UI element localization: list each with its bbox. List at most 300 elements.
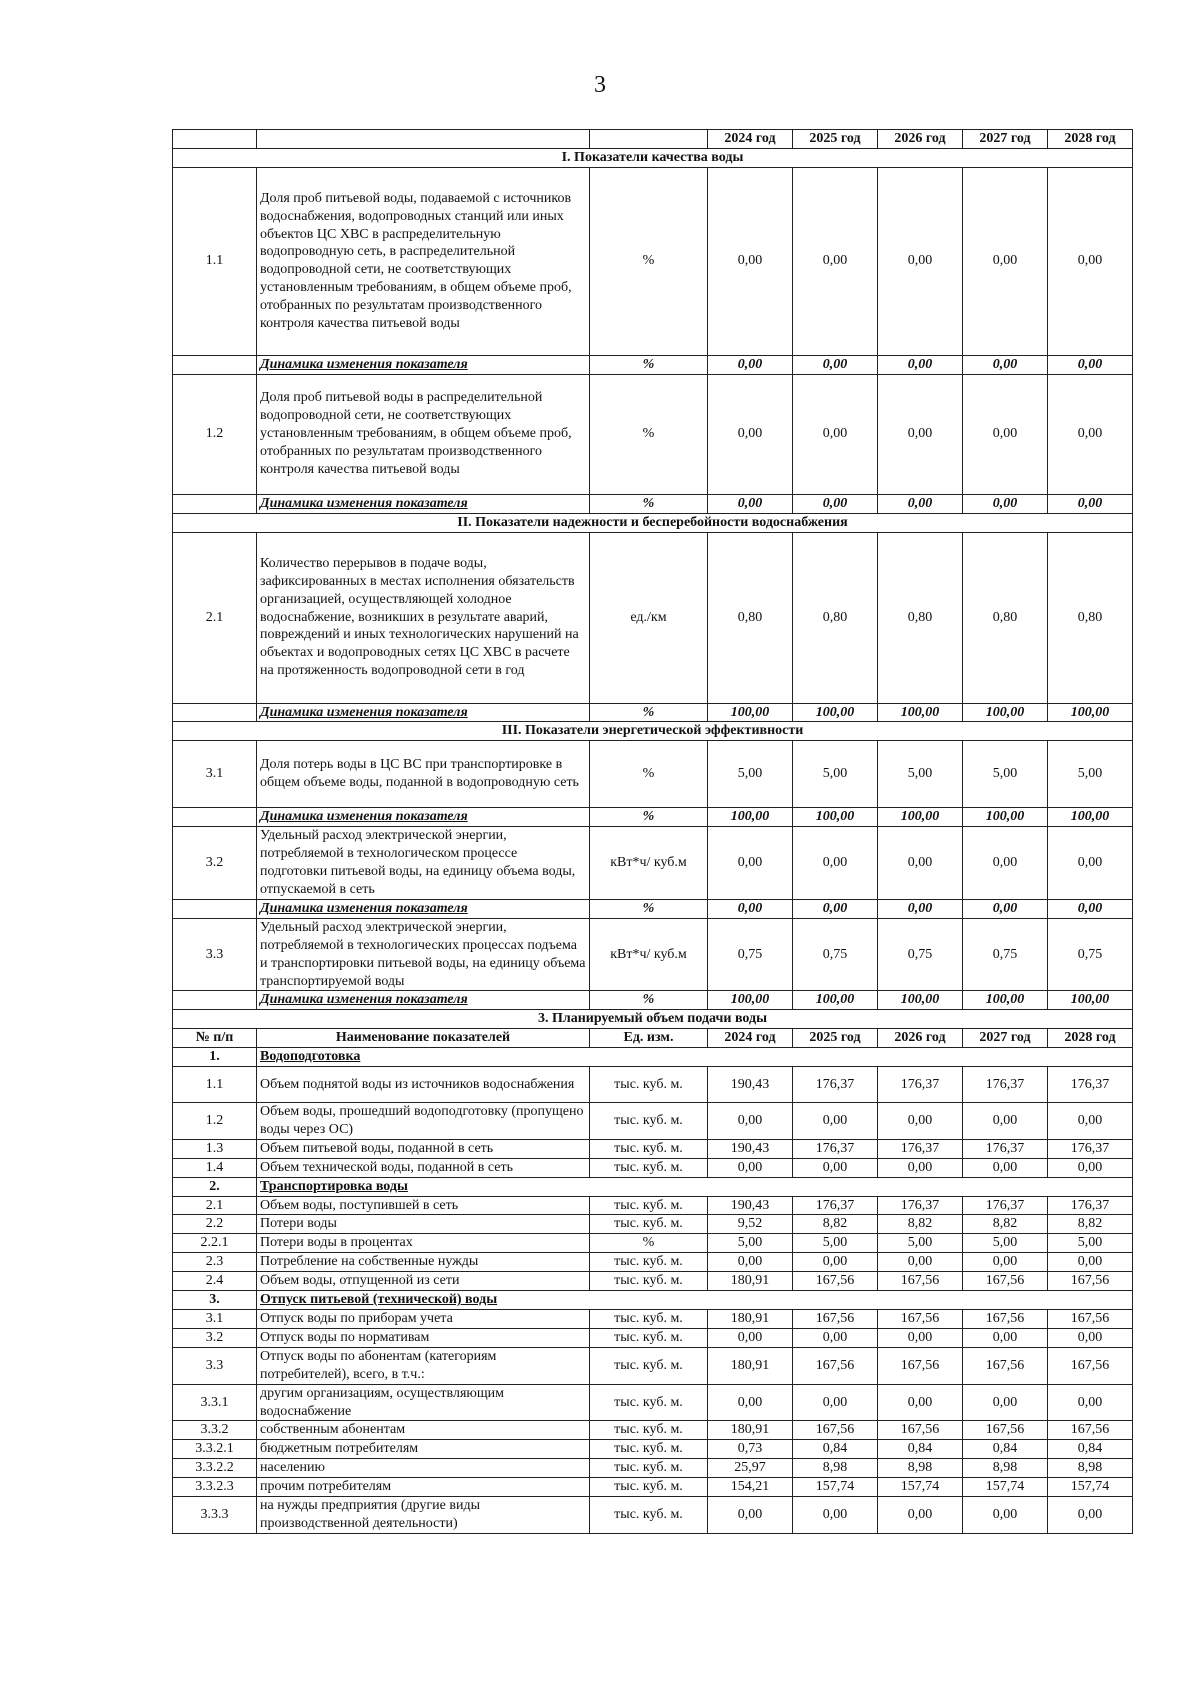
year-header: 2028 год xyxy=(1048,1029,1133,1048)
section-title-row xyxy=(173,513,1133,532)
row-value: 0,00 xyxy=(878,1384,963,1421)
dynamics-label: Динамика изменения показателя xyxy=(257,899,590,918)
year-header: 2028 год xyxy=(1048,130,1133,149)
blank-cell xyxy=(173,899,257,918)
row-name: прочим потребителям xyxy=(257,1478,590,1497)
row-value: 5,00 xyxy=(793,1234,878,1253)
row-name: Потребление на собственные нужды xyxy=(257,1253,590,1272)
dynamics-label: Динамика изменения показателя xyxy=(257,991,590,1010)
row-value: 0,00 xyxy=(878,1253,963,1272)
row-value: 0,00 xyxy=(878,1158,963,1177)
dynamics-value: 100,00 xyxy=(708,808,793,827)
row-value: 167,56 xyxy=(793,1347,878,1384)
row-value: 167,56 xyxy=(963,1272,1048,1291)
row-value: 157,74 xyxy=(793,1478,878,1497)
year-header-row xyxy=(173,130,1133,149)
indicator-value: 5,00 xyxy=(793,741,878,808)
dynamics-value: 0,00 xyxy=(1048,899,1133,918)
row-name: Отпуск воды по нормативам xyxy=(257,1328,590,1347)
blank-cell xyxy=(257,130,590,149)
indicator-value: 0,75 xyxy=(878,918,963,991)
row-value: 157,74 xyxy=(1048,1478,1133,1497)
dynamics-value: 0,00 xyxy=(878,899,963,918)
indicator-value: 0,00 xyxy=(708,374,793,494)
dynamics-value: 100,00 xyxy=(878,808,963,827)
dynamics-value: 0,00 xyxy=(793,899,878,918)
section-title-row xyxy=(173,148,1133,167)
indicator-name: Количество перерывов в подаче воды, зафиксированных в местах исполнения обязательств организацией, осуществляющей холодное водоснабжение, возникших в результате аварий, повреждений и иных технологических нарушений на объектах и водопроводных сетях ЦС ХВС в расчете на протяженность водопроводной сети в год xyxy=(257,532,590,703)
volume-row xyxy=(173,1139,1133,1158)
row-value: 167,56 xyxy=(1048,1347,1133,1384)
row-value: 167,56 xyxy=(1048,1310,1133,1329)
row-unit: тыс. куб. м. xyxy=(590,1067,708,1103)
row-number: 2.4 xyxy=(173,1272,257,1291)
indicator-value: 0,75 xyxy=(708,918,793,991)
row-value: 190,43 xyxy=(708,1196,793,1215)
dynamics-value: 100,00 xyxy=(708,991,793,1010)
year-header: 2026 год xyxy=(878,1029,963,1048)
row-value: 167,56 xyxy=(963,1347,1048,1384)
row-unit: тыс. куб. м. xyxy=(590,1158,708,1177)
row-value: 8,82 xyxy=(878,1215,963,1234)
section-title: III. Показатели энергетической эффективности xyxy=(173,722,1133,741)
indicator-value: 0,00 xyxy=(963,374,1048,494)
row-unit: тыс. куб. м. xyxy=(590,1253,708,1272)
dynamics-label: Динамика изменения показателя xyxy=(257,494,590,513)
row-value: 0,00 xyxy=(1048,1497,1133,1534)
dynamics-unit: % xyxy=(590,494,708,513)
dynamics-unit: % xyxy=(590,808,708,827)
dynamics-value: 0,00 xyxy=(878,355,963,374)
row-value: 180,91 xyxy=(708,1421,793,1440)
dynamics-label: Динамика изменения показателя xyxy=(257,703,590,722)
dynamics-label: Динамика изменения показателя xyxy=(257,355,590,374)
row-value: 0,00 xyxy=(793,1497,878,1534)
dynamics-unit: % xyxy=(590,991,708,1010)
indicator-unit: % xyxy=(590,741,708,808)
year-header: 2025 год xyxy=(793,130,878,149)
indicator-value: 0,75 xyxy=(793,918,878,991)
row-value: 0,00 xyxy=(878,1497,963,1534)
row-value: 0,00 xyxy=(878,1328,963,1347)
row-number: 1.3 xyxy=(173,1139,257,1158)
row-value: 167,56 xyxy=(793,1310,878,1329)
row-unit: тыс. куб. м. xyxy=(590,1272,708,1291)
row-value: 8,82 xyxy=(1048,1215,1133,1234)
dynamics-value: 100,00 xyxy=(878,991,963,1010)
row-value: 0,00 xyxy=(878,1103,963,1140)
row-name: Объем питьевой воды, поданной в сеть xyxy=(257,1139,590,1158)
section-title: 3. Планируемый объем подачи воды xyxy=(173,1010,1133,1029)
dynamics-row xyxy=(173,899,1133,918)
row-name: Отпуск воды по приборам учета xyxy=(257,1310,590,1329)
row-value: 8,82 xyxy=(963,1215,1048,1234)
row-value: 0,00 xyxy=(793,1253,878,1272)
row-value: 8,82 xyxy=(793,1215,878,1234)
dynamics-value: 100,00 xyxy=(1048,703,1133,722)
row-number: 3.3.3 xyxy=(173,1497,257,1534)
indicator-value: 0,00 xyxy=(963,827,1048,900)
row-number: 3.2 xyxy=(173,1328,257,1347)
volume-row xyxy=(173,1478,1133,1497)
volume-row xyxy=(173,1328,1133,1347)
volume-row xyxy=(173,1310,1133,1329)
dynamics-value: 0,00 xyxy=(793,355,878,374)
row-number: 3.3 xyxy=(173,1347,257,1384)
volume-row xyxy=(173,1347,1133,1384)
row-value: 167,56 xyxy=(793,1421,878,1440)
row-value: 176,37 xyxy=(963,1067,1048,1103)
row-value: 167,56 xyxy=(878,1310,963,1329)
indicator-value: 0,00 xyxy=(793,167,878,355)
indicator-value: 0,00 xyxy=(793,827,878,900)
group-name: Транспортировка воды xyxy=(257,1177,1133,1196)
section-title: I. Показатели качества воды xyxy=(173,148,1133,167)
row-value: 180,91 xyxy=(708,1310,793,1329)
year-header: 2027 год xyxy=(963,130,1048,149)
blank-cell xyxy=(173,355,257,374)
dynamics-value: 0,00 xyxy=(963,494,1048,513)
row-name: собственным абонентам xyxy=(257,1421,590,1440)
indicator-value: 0,80 xyxy=(708,532,793,703)
row-value: 190,43 xyxy=(708,1139,793,1158)
dynamics-value: 100,00 xyxy=(878,703,963,722)
group-number: 1. xyxy=(173,1048,257,1067)
indicator-value: 0,00 xyxy=(708,827,793,900)
indicator-unit: % xyxy=(590,374,708,494)
indicator-value: 0,00 xyxy=(1048,374,1133,494)
row-number: 3.3.1 xyxy=(173,1384,257,1421)
indicator-name: Удельный расход электрической энергии, потребляемой в технологическом процессе подготовки питьевой воды, на единицу объема воды, отпускаемой в сеть xyxy=(257,827,590,900)
row-value: 5,00 xyxy=(1048,1234,1133,1253)
indicator-number: 1.2 xyxy=(173,374,257,494)
row-value: 0,00 xyxy=(708,1158,793,1177)
row-value: 0,00 xyxy=(708,1328,793,1347)
row-value: 167,56 xyxy=(878,1421,963,1440)
row-value: 167,56 xyxy=(878,1272,963,1291)
indicators-table xyxy=(172,129,1133,1534)
row-value: 0,84 xyxy=(793,1440,878,1459)
row-value: 25,97 xyxy=(708,1459,793,1478)
dynamics-value: 100,00 xyxy=(1048,808,1133,827)
row-number: 2.2 xyxy=(173,1215,257,1234)
row-value: 180,91 xyxy=(708,1272,793,1291)
year-header: 2025 год xyxy=(793,1029,878,1048)
dynamics-value: 0,00 xyxy=(963,899,1048,918)
dynamics-unit: % xyxy=(590,355,708,374)
indicator-value: 0,00 xyxy=(1048,167,1133,355)
indicator-number: 3.2 xyxy=(173,827,257,900)
indicator-value: 5,00 xyxy=(878,741,963,808)
row-name: Объем воды, прошедший водоподготовку (пропущено воды через ОС) xyxy=(257,1103,590,1140)
volume-row xyxy=(173,1103,1133,1140)
indicator-number: 1.1 xyxy=(173,167,257,355)
indicator-row xyxy=(173,374,1133,494)
indicator-unit: ед./км xyxy=(590,532,708,703)
row-value: 0,00 xyxy=(793,1158,878,1177)
row-value: 8,98 xyxy=(963,1459,1048,1478)
volume-row xyxy=(173,1384,1133,1421)
row-value: 0,00 xyxy=(708,1103,793,1140)
indicator-value: 0,00 xyxy=(878,374,963,494)
volume-row xyxy=(173,1158,1133,1177)
volume-row xyxy=(173,1497,1133,1534)
year-header: 2024 год xyxy=(708,1029,793,1048)
row-value: 0,00 xyxy=(1048,1158,1133,1177)
row-number: 1.1 xyxy=(173,1067,257,1103)
row-value: 0,00 xyxy=(963,1103,1048,1140)
row-value: 9,52 xyxy=(708,1215,793,1234)
row-number: 3.3.2.2 xyxy=(173,1459,257,1478)
row-value: 190,43 xyxy=(708,1067,793,1103)
row-value: 0,00 xyxy=(963,1497,1048,1534)
blank-cell xyxy=(173,494,257,513)
row-value: 176,37 xyxy=(963,1196,1048,1215)
row-value: 0,00 xyxy=(1048,1328,1133,1347)
row-value: 176,37 xyxy=(1048,1139,1133,1158)
volume-row xyxy=(173,1196,1133,1215)
row-unit: тыс. куб. м. xyxy=(590,1347,708,1384)
row-value: 5,00 xyxy=(708,1234,793,1253)
dynamics-value: 100,00 xyxy=(793,703,878,722)
blank-cell xyxy=(173,130,257,149)
row-name: Отпуск воды по абонентам (категориям потребителей), всего, в т.ч.: xyxy=(257,1347,590,1384)
dynamics-value: 0,00 xyxy=(878,494,963,513)
row-value: 0,00 xyxy=(963,1253,1048,1272)
dynamics-row xyxy=(173,494,1133,513)
row-value: 176,37 xyxy=(1048,1196,1133,1215)
row-name: Объем технической воды, поданной в сеть xyxy=(257,1158,590,1177)
indicator-number: 3.1 xyxy=(173,741,257,808)
dynamics-value: 100,00 xyxy=(1048,991,1133,1010)
row-value: 176,37 xyxy=(878,1196,963,1215)
row-value: 0,00 xyxy=(793,1328,878,1347)
dynamics-value: 0,00 xyxy=(1048,355,1133,374)
row-name: на нужды предприятия (другие виды производственной деятельности) xyxy=(257,1497,590,1534)
volume-header-row xyxy=(173,1029,1133,1048)
dynamics-value: 100,00 xyxy=(963,703,1048,722)
indicator-row xyxy=(173,918,1133,991)
indicator-name: Удельный расход электрической энергии, потребляемой в технологических процессах подъема и транспортировки питьевой воды, на единицу объема транспортируемой воды xyxy=(257,918,590,991)
row-value: 0,84 xyxy=(1048,1440,1133,1459)
row-value: 0,00 xyxy=(963,1384,1048,1421)
year-header: 2027 год xyxy=(963,1029,1048,1048)
row-value: 8,98 xyxy=(1048,1459,1133,1478)
indicator-row xyxy=(173,741,1133,808)
volume-row xyxy=(173,1215,1133,1234)
indicator-value: 0,00 xyxy=(878,827,963,900)
section-title: II. Показатели надежности и бесперебойности водоснабжения xyxy=(173,513,1133,532)
indicator-row xyxy=(173,167,1133,355)
volume-row xyxy=(173,1440,1133,1459)
row-unit: тыс. куб. м. xyxy=(590,1139,708,1158)
column-header-unit: Ед. изм. xyxy=(590,1029,708,1048)
indicator-value: 0,80 xyxy=(878,532,963,703)
blank-cell xyxy=(590,130,708,149)
section-title-row xyxy=(173,1010,1133,1029)
indicator-value: 0,00 xyxy=(708,167,793,355)
row-value: 167,56 xyxy=(793,1272,878,1291)
indicator-name: Доля проб питьевой воды, подаваемой с источников водоснабжения, водопроводных станций или иных объектов ЦС ХВС в распределительную водопроводную сеть, в распределительной водопроводной сети, не соответствующих установленным требованиям, в общем объеме проб, отобранных по результатам производственного контроля качества питьевой воды xyxy=(257,167,590,355)
volume-row xyxy=(173,1067,1133,1103)
row-unit: тыс. куб. м. xyxy=(590,1103,708,1140)
row-value: 176,37 xyxy=(1048,1067,1133,1103)
row-unit: тыс. куб. м. xyxy=(590,1497,708,1534)
row-value: 0,00 xyxy=(963,1328,1048,1347)
row-value: 176,37 xyxy=(793,1067,878,1103)
row-value: 167,56 xyxy=(878,1347,963,1384)
row-name: Потери воды xyxy=(257,1215,590,1234)
row-number: 3.3.2.1 xyxy=(173,1440,257,1459)
row-value: 167,56 xyxy=(1048,1421,1133,1440)
dynamics-row xyxy=(173,991,1133,1010)
row-number: 2.3 xyxy=(173,1253,257,1272)
year-header: 2026 год xyxy=(878,130,963,149)
row-unit: тыс. куб. м. xyxy=(590,1459,708,1478)
dynamics-value: 100,00 xyxy=(963,991,1048,1010)
row-unit: тыс. куб. м. xyxy=(590,1196,708,1215)
row-name: другим организациям, осуществляющим водоснабжение xyxy=(257,1384,590,1421)
row-value: 8,98 xyxy=(878,1459,963,1478)
indicator-value: 0,00 xyxy=(793,374,878,494)
row-value: 157,74 xyxy=(878,1478,963,1497)
page-number: 3 xyxy=(594,72,606,98)
indicator-unit: % xyxy=(590,167,708,355)
blank-cell xyxy=(173,703,257,722)
dynamics-value: 0,00 xyxy=(708,355,793,374)
volume-row xyxy=(173,1272,1133,1291)
row-value: 0,00 xyxy=(708,1497,793,1534)
group-name: Отпуск питьевой (технической) воды xyxy=(257,1291,1133,1310)
indicator-value: 5,00 xyxy=(708,741,793,808)
year-header: 2024 год xyxy=(708,130,793,149)
row-value: 176,37 xyxy=(793,1139,878,1158)
row-unit: тыс. куб. м. xyxy=(590,1478,708,1497)
indicator-number: 3.3 xyxy=(173,918,257,991)
row-value: 0,00 xyxy=(793,1103,878,1140)
row-value: 176,37 xyxy=(878,1067,963,1103)
row-value: 176,37 xyxy=(878,1139,963,1158)
dynamics-row xyxy=(173,355,1133,374)
group-row xyxy=(173,1291,1133,1310)
indicator-value: 0,80 xyxy=(793,532,878,703)
dynamics-unit: % xyxy=(590,899,708,918)
row-value: 8,98 xyxy=(793,1459,878,1478)
row-value: 167,56 xyxy=(1048,1272,1133,1291)
row-name: населению xyxy=(257,1459,590,1478)
row-unit: тыс. куб. м. xyxy=(590,1310,708,1329)
column-header-name: Наименование показателей xyxy=(257,1029,590,1048)
row-unit: тыс. куб. м. xyxy=(590,1328,708,1347)
row-value: 0,84 xyxy=(878,1440,963,1459)
indicator-name: Доля потерь воды в ЦС ВС при транспортировке в общем объеме воды, поданной в водопроводную сеть xyxy=(257,741,590,808)
row-unit: тыс. куб. м. xyxy=(590,1384,708,1421)
dynamics-value: 0,00 xyxy=(793,494,878,513)
dynamics-row xyxy=(173,808,1133,827)
indicator-value: 0,00 xyxy=(1048,827,1133,900)
row-name: Объем поднятой воды из источников водоснабжения xyxy=(257,1067,590,1103)
indicator-name: Доля проб питьевой воды в распределительной водопроводной сети, не соответствующих установленным требованиям, в общем объеме проб, отобранных по результатам производственного контроля качества питьевой воды xyxy=(257,374,590,494)
row-value: 5,00 xyxy=(963,1234,1048,1253)
indicator-value: 0,00 xyxy=(963,167,1048,355)
group-number: 3. xyxy=(173,1291,257,1310)
row-number: 3.3.2.3 xyxy=(173,1478,257,1497)
indicator-unit: кВт*ч/ куб.м xyxy=(590,918,708,991)
dynamics-value: 0,00 xyxy=(708,899,793,918)
dynamics-value: 0,00 xyxy=(708,494,793,513)
dynamics-value: 0,00 xyxy=(1048,494,1133,513)
dynamics-unit: % xyxy=(590,703,708,722)
row-number: 2.1 xyxy=(173,1196,257,1215)
indicator-number: 2.1 xyxy=(173,532,257,703)
row-value: 0,00 xyxy=(1048,1103,1133,1140)
group-row xyxy=(173,1177,1133,1196)
row-value: 167,56 xyxy=(963,1310,1048,1329)
indicator-value: 0,75 xyxy=(963,918,1048,991)
group-number: 2. xyxy=(173,1177,257,1196)
row-unit: тыс. куб. м. xyxy=(590,1215,708,1234)
indicator-value: 5,00 xyxy=(963,741,1048,808)
row-value: 0,00 xyxy=(963,1158,1048,1177)
dynamics-row xyxy=(173,703,1133,722)
row-value: 176,37 xyxy=(793,1196,878,1215)
indicator-unit: кВт*ч/ куб.м xyxy=(590,827,708,900)
row-value: 157,74 xyxy=(963,1478,1048,1497)
row-number: 3.1 xyxy=(173,1310,257,1329)
indicator-value: 0,80 xyxy=(1048,532,1133,703)
row-value: 180,91 xyxy=(708,1347,793,1384)
row-value: 0,00 xyxy=(793,1384,878,1421)
row-value: 0,00 xyxy=(1048,1253,1133,1272)
dynamics-value: 100,00 xyxy=(708,703,793,722)
row-number: 3.3.2 xyxy=(173,1421,257,1440)
column-header-number: № п/п xyxy=(173,1029,257,1048)
volume-row xyxy=(173,1459,1133,1478)
dynamics-label: Динамика изменения показателя xyxy=(257,808,590,827)
group-name: Водоподготовка xyxy=(257,1048,1133,1067)
row-name: бюджетным потребителям xyxy=(257,1440,590,1459)
row-value: 0,73 xyxy=(708,1440,793,1459)
row-value: 5,00 xyxy=(878,1234,963,1253)
volume-row xyxy=(173,1421,1133,1440)
row-name: Объем воды, поступившей в сеть xyxy=(257,1196,590,1215)
row-value: 0,00 xyxy=(1048,1384,1133,1421)
row-value: 176,37 xyxy=(963,1139,1048,1158)
row-name: Объем воды, отпущенной из сети xyxy=(257,1272,590,1291)
row-unit: тыс. куб. м. xyxy=(590,1421,708,1440)
dynamics-value: 100,00 xyxy=(963,808,1048,827)
indicator-row xyxy=(173,532,1133,703)
row-name: Потери воды в процентах xyxy=(257,1234,590,1253)
row-number: 1.4 xyxy=(173,1158,257,1177)
row-unit: % xyxy=(590,1234,708,1253)
row-number: 2.2.1 xyxy=(173,1234,257,1253)
row-value: 0,00 xyxy=(708,1384,793,1421)
section-title-row xyxy=(173,722,1133,741)
blank-cell xyxy=(173,808,257,827)
row-value: 0,00 xyxy=(708,1253,793,1272)
volume-row xyxy=(173,1253,1133,1272)
blank-cell xyxy=(173,991,257,1010)
dynamics-value: 0,00 xyxy=(963,355,1048,374)
row-value: 154,21 xyxy=(708,1478,793,1497)
volume-row xyxy=(173,1234,1133,1253)
indicator-value: 0,80 xyxy=(963,532,1048,703)
row-value: 0,84 xyxy=(963,1440,1048,1459)
indicator-value: 0,00 xyxy=(878,167,963,355)
indicator-value: 0,75 xyxy=(1048,918,1133,991)
dynamics-value: 100,00 xyxy=(793,991,878,1010)
